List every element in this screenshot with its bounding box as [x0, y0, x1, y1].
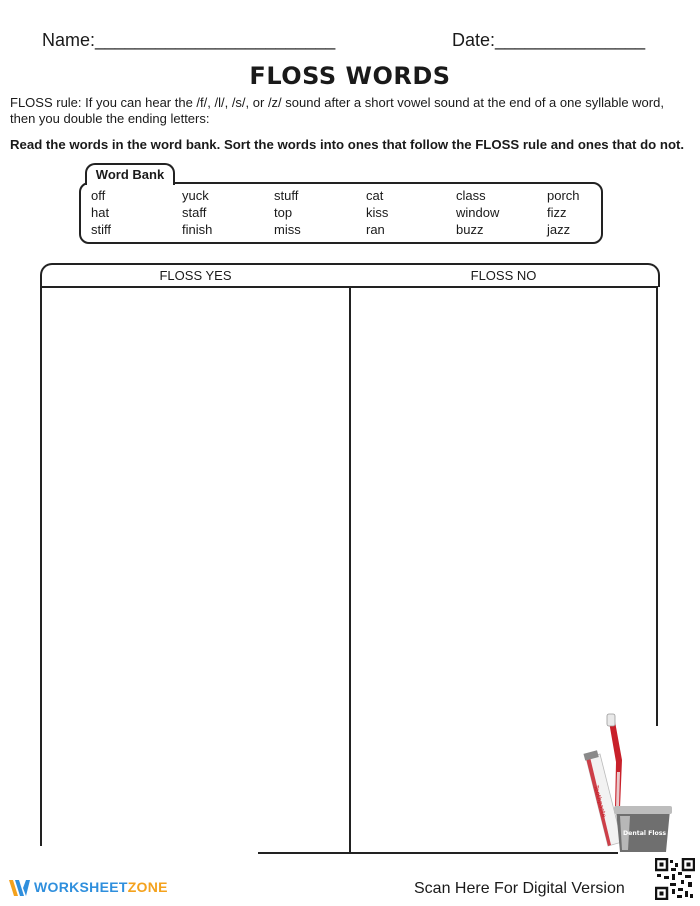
floss-no-header: FLOSS NO	[470, 268, 537, 283]
floss-yes-header: FLOSS YES	[159, 268, 232, 283]
date-label: Date:_______________	[452, 30, 646, 50]
word-bank	[79, 182, 603, 244]
word-bank-word: buzz	[456, 222, 484, 237]
word-bank-word: top	[274, 205, 293, 220]
word-bank-word: stuff	[274, 188, 299, 203]
toothpaste-label: Toothpaste	[592, 784, 608, 819]
name-label: Name:________________________	[42, 30, 336, 50]
floss-yes-writing-area[interactable]	[42, 288, 348, 850]
word-bank-word: stiff	[91, 222, 111, 237]
brand-name-part-1: WORKSHEET	[34, 879, 128, 895]
dental-floss-icon	[614, 806, 672, 852]
word-bank-word: cat	[366, 188, 384, 203]
word-bank-word: staff	[182, 205, 207, 220]
dental-floss-label: Dental Floss	[623, 830, 667, 837]
word-bank-word: yuck	[182, 188, 209, 203]
word-bank-word: off	[91, 188, 106, 203]
word-bank-word: hat	[91, 205, 110, 220]
floss-no-writing-area[interactable]	[351, 288, 655, 726]
brand-name-part-2: ZONE	[127, 879, 168, 895]
scan-text: Scan Here For Digital Version	[414, 880, 625, 897]
word-bank-word: class	[456, 188, 486, 203]
word-bank-word: ran	[366, 222, 385, 237]
worksheetzone-logo-icon	[8, 878, 30, 898]
word-bank-word: fizz	[547, 205, 567, 220]
word-bank-word: miss	[274, 222, 301, 237]
table-right-border	[656, 286, 658, 726]
toothbrush-floss-illustration	[578, 712, 674, 862]
brand-name[interactable]	[34, 879, 168, 895]
page-title: FLOSS WORDS	[249, 62, 451, 90]
word-bank-title: Word Bank	[85, 163, 175, 185]
word-bank-word: jazz	[547, 222, 571, 237]
table-bottom-line	[258, 852, 618, 854]
word-bank-word: porch	[547, 188, 580, 203]
word-bank-word: finish	[182, 222, 213, 237]
instructions: Read the words in the word bank. Sort the words into ones that follow the FLOSS rule and ones that do not.	[10, 137, 685, 152]
word-bank-word: kiss	[366, 205, 389, 220]
rule-text: FLOSS rule: If you can hear the /f/, /l/, /s/, or /z/ sound after a short vowel sound at the end of a one syllable word, then you double the ending letters:	[10, 95, 664, 126]
word-bank-word: window	[456, 205, 500, 220]
qr-code-icon[interactable]	[655, 858, 695, 900]
